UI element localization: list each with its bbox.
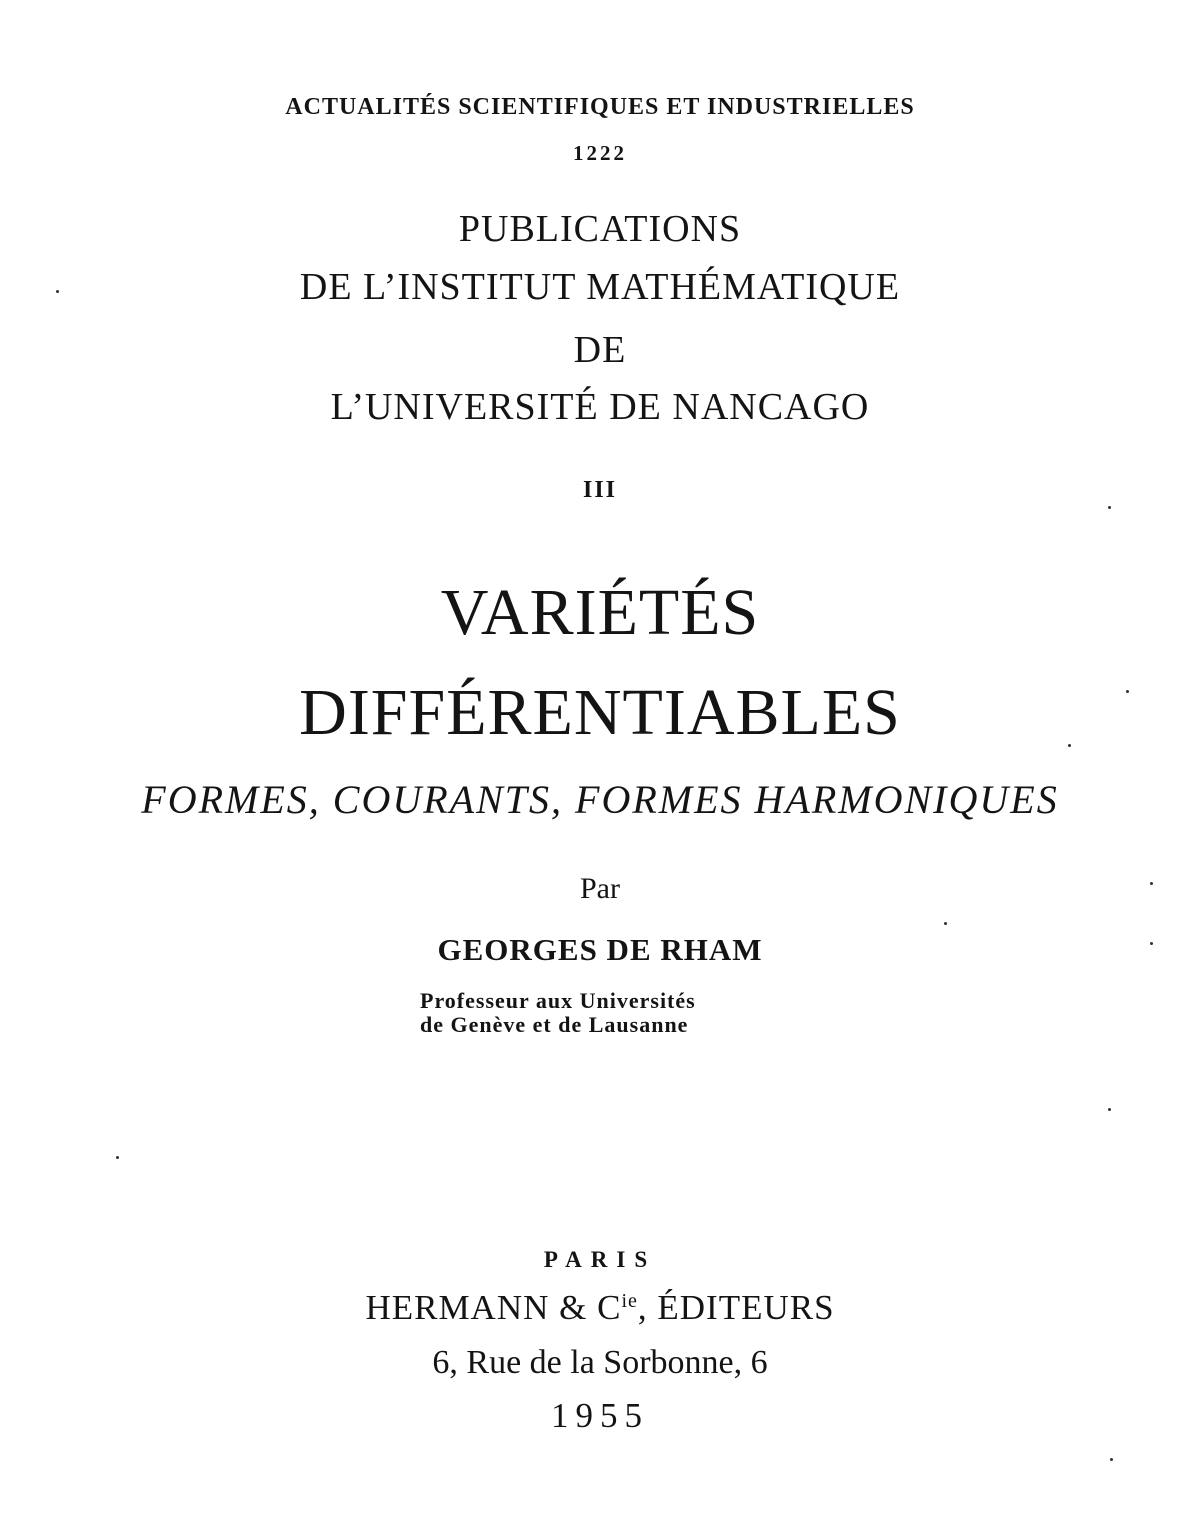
publication-line-2: DE L’INSTITUT MATHÉMATIQUE (299, 266, 901, 308)
imprint-publisher (0, 1290, 1200, 1325)
author-affiliation-line-1: Professeur aux Universités (420, 988, 696, 1013)
publisher-superscript: ie (621, 1290, 638, 1312)
imprint-year: 1955 (551, 1396, 649, 1435)
series-name: ACTUALITÉS SCIENTIFIQUES ET INDUSTRIELLES (285, 94, 915, 120)
by-label: Par (580, 872, 620, 905)
series-number: 1222 (573, 141, 627, 165)
scan-speck (1108, 506, 1111, 509)
volume-number: III (582, 477, 618, 503)
scan-speck (1150, 942, 1153, 945)
imprint-address: 6, Rue de la Sorbonne, 6 (432, 1344, 768, 1381)
publisher-name: HERMANN & C (365, 1288, 622, 1327)
author-affiliation-line-2: de Genève et de Lausanne (420, 1012, 689, 1037)
book-title-line-1: VARIÉTÉS (440, 576, 760, 649)
scan-speck (1068, 744, 1071, 747)
scan-speck (944, 922, 947, 925)
author-name: GEORGES DE RHAM (437, 932, 763, 967)
scan-speck (1150, 882, 1153, 885)
publication-line-4: L’UNIVERSITÉ DE NANCAGO (330, 386, 870, 428)
scan-speck (56, 290, 59, 293)
scan-speck (1108, 1108, 1111, 1111)
imprint-city: PARIS (543, 1247, 657, 1272)
scan-speck (1126, 690, 1129, 693)
book-title-line-2: DIFFÉRENTIABLES (299, 676, 901, 749)
book-subtitle: FORMES, COURANTS, FORMES HARMONIQUES (141, 777, 1059, 822)
publisher-suffix: , ÉDITEURS (637, 1288, 835, 1327)
scan-speck (1110, 1458, 1113, 1461)
publication-line-1: PUBLICATIONS (458, 208, 742, 250)
scan-speck (116, 1156, 119, 1159)
publication-line-3: DE (573, 329, 627, 371)
